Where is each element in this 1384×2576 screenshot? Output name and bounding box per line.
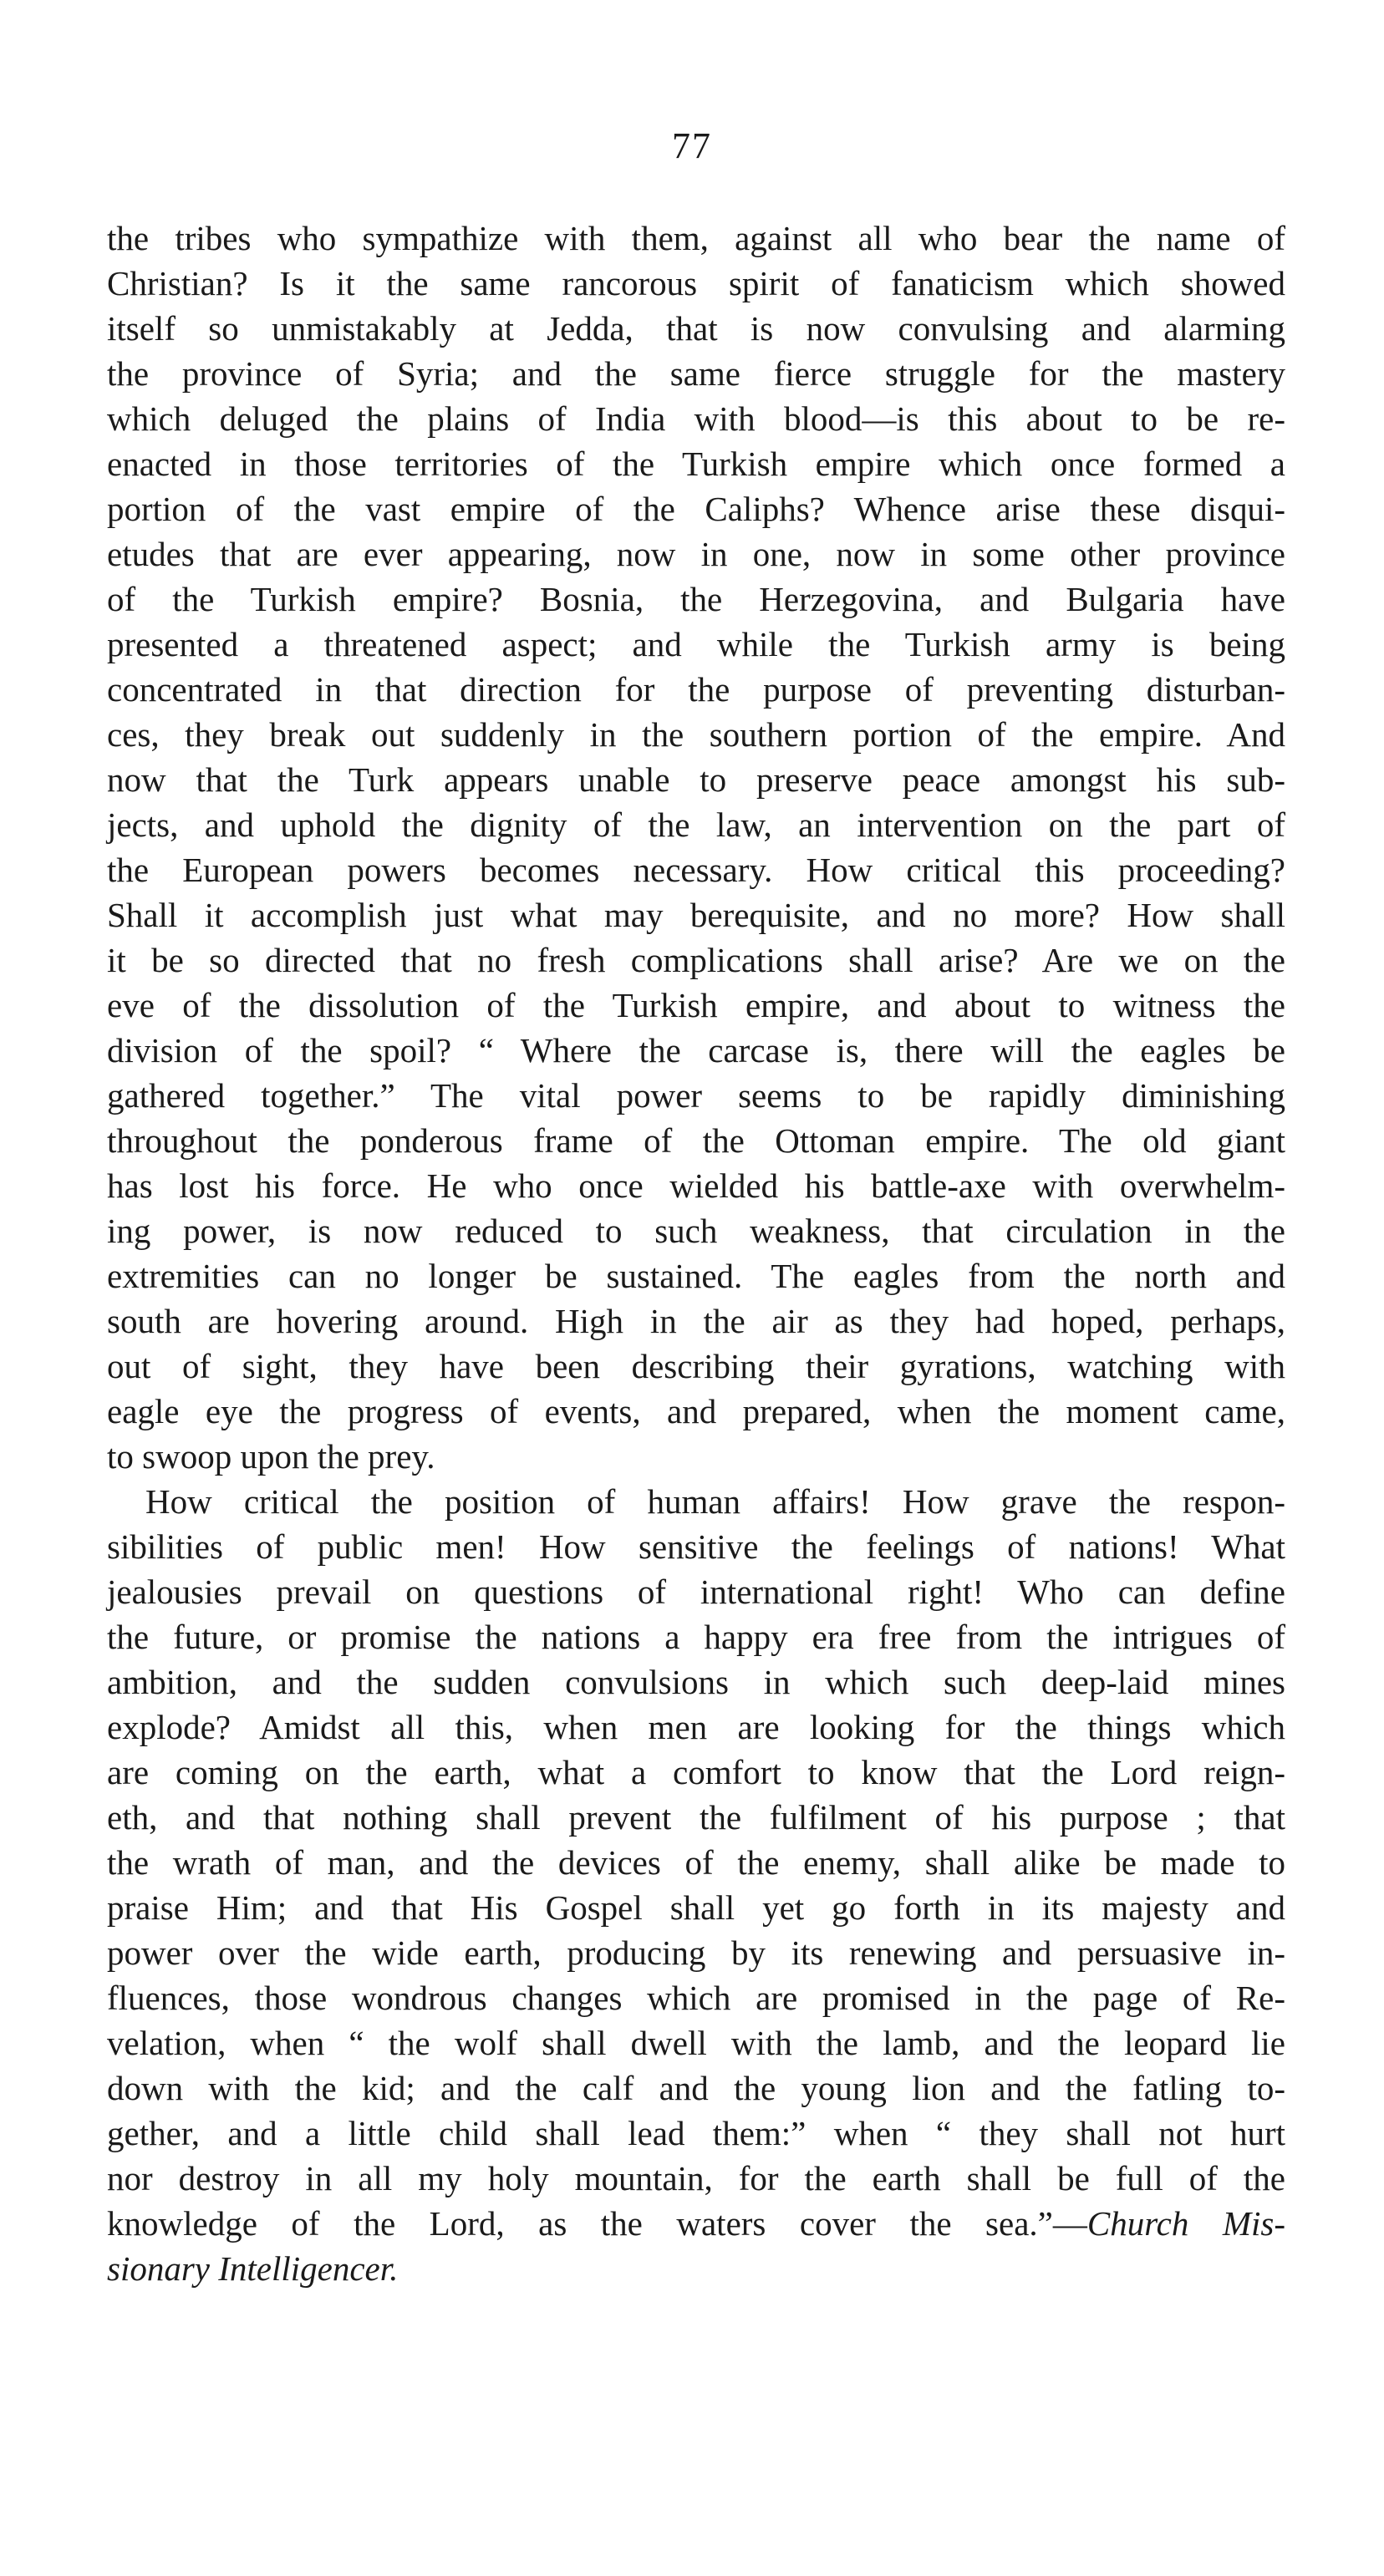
text-line: the European powers becomes necessary. How critical this proceeding?	[107, 851, 1285, 889]
text-line: power over the wide earth, producing by its renewing and persuasive in-	[107, 1933, 1285, 1972]
text-line: sibilities of public men! How sensitive the feelings of nations! What	[107, 1527, 1285, 1566]
text-line: throughout the ponderous frame of the Ottoman empire. The old giant	[107, 1121, 1285, 1160]
text-line: knowledge of the Lord, as the waters cover the sea.”—Church Mis-	[107, 2204, 1285, 2243]
text-line: Shall it accomplish just what may berequisite, and no more? How shall	[107, 896, 1285, 934]
source-citation: sionary Intelligencer.	[107, 2249, 399, 2288]
text-line: Christian? Is it the same rancorous spirit of fanaticism which showed	[107, 264, 1285, 302]
text-line: concentrated in that direction for the purpose of preventing disturban-	[107, 670, 1285, 709]
text-line: enacted in those territories of the Turkish empire which once formed a	[107, 445, 1285, 483]
page-number: 77	[672, 125, 712, 166]
text-line: How critical the position of human affairs! How grave the respon-	[145, 1482, 1285, 1521]
body-text	[107, 216, 1285, 2291]
text-line: the province of Syria; and the same fierce struggle for the mastery	[107, 354, 1285, 393]
text-line: eth, and that nothing shall prevent the fulfilment of his purpose ; that	[107, 1798, 1285, 1837]
text-line: ambition, and the sudden convulsions in which such deep-laid mines	[107, 1663, 1285, 1701]
source-citation-end	[107, 2246, 1285, 2291]
paragraph-1	[107, 216, 1285, 1479]
text-line: of the Turkish empire? Bosnia, the Herzegovina, and Bulgaria have	[107, 580, 1285, 618]
text-line: velation, when “ the wolf shall dwell with the lamb, and the leopard lie	[107, 2024, 1285, 2062]
text-line: the wrath of man, and the devices of the enemy, shall alike be made to	[107, 1843, 1285, 1882]
text-line: which deluged the plains of India with blood—is this about to be re-	[107, 399, 1285, 438]
source-citation: Church Mis-	[1086, 2204, 1285, 2243]
text-line: the future, or promise the nations a happy era free from the intrigues of	[107, 1618, 1285, 1656]
text-line: south are hovering around. High in the air as they had hoped, perhaps,	[107, 1302, 1285, 1340]
text-line: explode? Amidst all this, when men are looking for the things which	[107, 1708, 1285, 1746]
text-line: to swoop upon the prey.	[107, 1437, 435, 1476]
text-line: itself so unmistakably at Jedda, that is now convulsing and alarming	[107, 309, 1285, 348]
text-line: etudes that are ever appearing, now in one, now in some other province	[107, 535, 1285, 573]
text-line: gether, and a little child shall lead them:” when “ they shall not hurt	[107, 2114, 1285, 2152]
text-line: down with the kid; and the calf and the young lion and the fatling to-	[107, 2069, 1285, 2107]
text-line: gathered together.” The vital power seems to be rapidly diminishing	[107, 1076, 1285, 1115]
text-line: ing power, is now reduced to such weakness, that circulation in the	[107, 1212, 1285, 1250]
text-line: eve of the dissolution of the Turkish empire, and about to witness the	[107, 986, 1285, 1024]
text-line: praise Him; and that His Gospel shall yet go forth in its majesty and	[107, 1888, 1285, 1927]
text-line: division of the spoil? “ Where the carcase is, there will the eagles be	[107, 1031, 1285, 1070]
text-line: extremities can no longer be sustained. The eagles from the north and	[107, 1257, 1285, 1295]
text-line: portion of the vast empire of the Caliphs? Whence arise these disqui-	[107, 490, 1285, 528]
text-line: are coming on the earth, what a comfort to know that the Lord reign-	[107, 1753, 1285, 1791]
text-line: fluences, those wondrous changes which are promised in the page of Re-	[107, 1979, 1285, 2017]
text-line: out of sight, they have been describing their gyrations, watching with	[107, 1347, 1285, 1385]
text-line: jects, and uphold the dignity of the law, an intervention on the part of	[107, 805, 1285, 844]
text-line: presented a threatened aspect; and while the Turkish army is being	[107, 625, 1285, 663]
text-line: nor destroy in all my holy mountain, for the earth shall be full of the	[107, 2159, 1285, 2197]
text-line: it be so directed that no fresh complications shall arise? Are we on the	[107, 941, 1285, 979]
text-line: jealousies prevail on questions of international right! Who can define	[107, 1573, 1285, 1611]
text-line: the tribes who sympathize with them, against all who bear the name of	[107, 219, 1285, 257]
text-line: eagle eye the progress of events, and prepared, when the moment came,	[107, 1392, 1285, 1430]
text-line: now that the Turk appears unable to preserve peace amongst his sub-	[107, 760, 1285, 799]
text-line: has lost his force. He who once wielded his battle-axe with overwhelm-	[107, 1166, 1285, 1205]
text-line: ces, they break out suddenly in the southern portion of the empire. And	[107, 715, 1285, 754]
paragraph-2	[107, 1479, 1285, 2291]
